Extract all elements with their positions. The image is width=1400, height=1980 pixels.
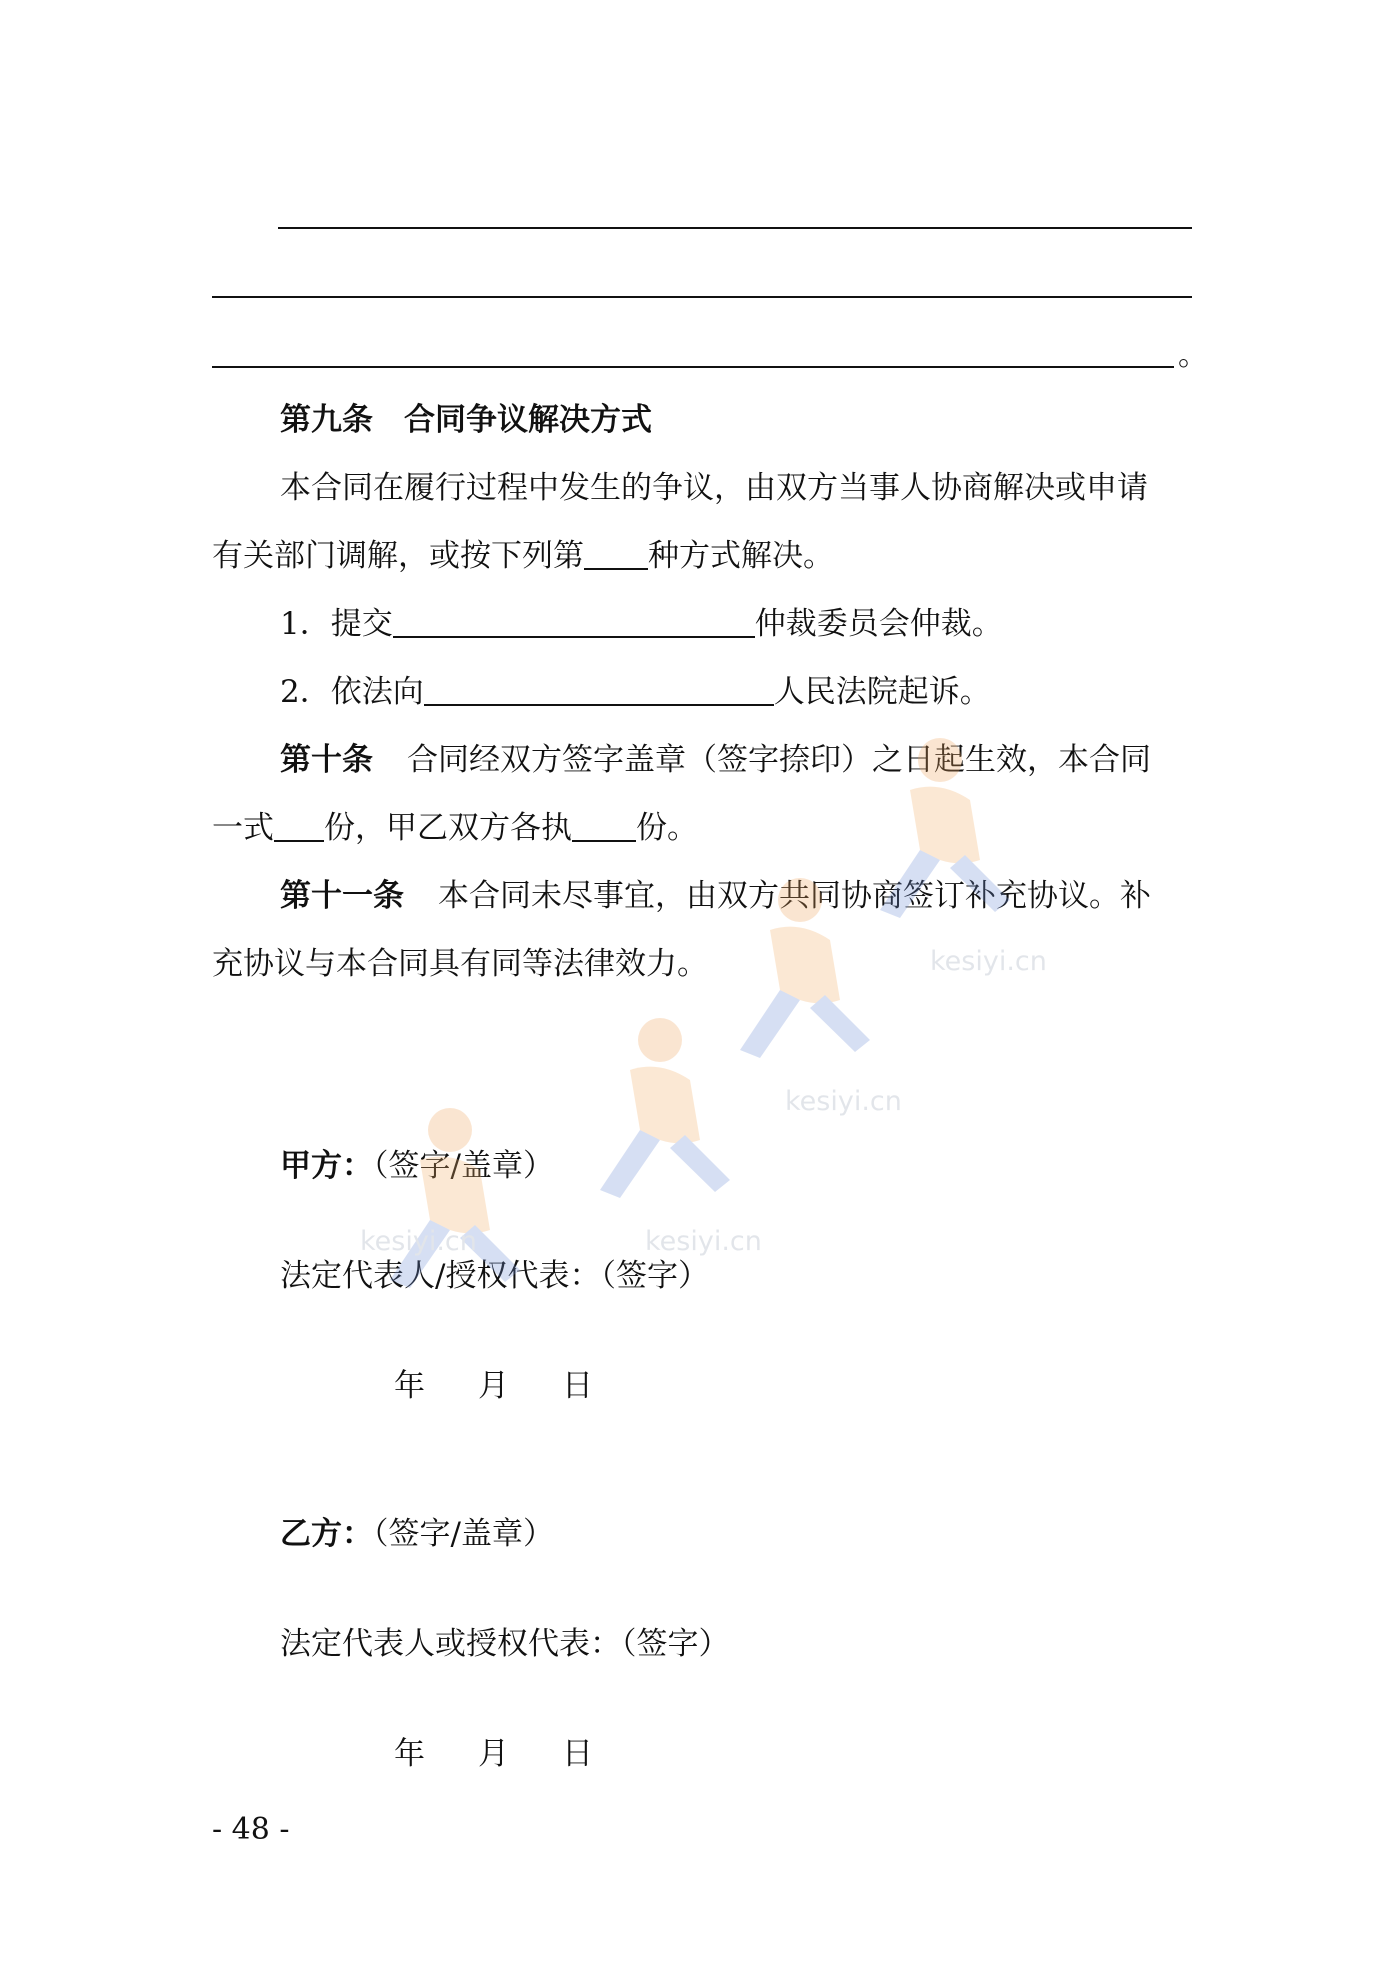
- article-9-text-line2: [212, 536, 834, 576]
- article-9-option-2: [280, 672, 991, 712]
- copies-each-blank: [572, 808, 636, 842]
- method-number-blank: [584, 536, 648, 570]
- copies-total-blank: [274, 808, 324, 842]
- watermark-text-4: kesiyi.cn: [360, 1226, 477, 1257]
- party-b-representative: 法定代表人或授权代表：（签字）: [280, 1626, 730, 1662]
- article-10-line2: [212, 808, 698, 848]
- arbitration-committee-blank: [393, 604, 755, 638]
- party-b-date: [394, 1734, 593, 1774]
- party-a-month: 月: [478, 1368, 509, 1404]
- blank-line-2: [212, 296, 1192, 298]
- article-9-text-line2-post: 种方式解决。: [648, 538, 834, 574]
- party-a-seal: （签字/盖章）: [373, 1148, 554, 1184]
- article-11-label: 第十一条: [280, 878, 404, 914]
- blank-line-1: [278, 227, 1192, 229]
- party-a-label: 甲方：: [280, 1148, 373, 1184]
- option-1-post: 仲裁委员会仲裁。: [754, 606, 1003, 642]
- article-9-text-line1: 本合同在履行过程中发生的争议，由双方当事人协商解决或申请: [280, 470, 1148, 506]
- option-2-post: 人民法院起诉。: [773, 674, 991, 710]
- party-a-line: [280, 1146, 554, 1186]
- article-10-line1: [280, 740, 1151, 780]
- article-11-line1: [280, 876, 1151, 916]
- party-b-day: 日: [562, 1736, 593, 1772]
- party-a-representative: 法定代表人/授权代表：（签字）: [280, 1258, 709, 1294]
- article-10-line2-b: 份，甲乙双方各执: [324, 810, 572, 846]
- article-9-text-line2-pre: 有关部门调解，或按下列第: [212, 538, 584, 574]
- party-a-date: [394, 1366, 593, 1406]
- party-b-line: [280, 1514, 554, 1554]
- article-9-option-1: [280, 604, 1003, 644]
- party-b-seal: （签字/盖章）: [373, 1516, 554, 1552]
- article-10-line2-a: 一式: [212, 810, 274, 846]
- watermark-3: [500, 1000, 800, 1260]
- blank-line-3: [212, 366, 1174, 368]
- article-11-line2: 充协议与本合同具有同等法律效力。: [212, 946, 708, 982]
- watermark-text-3: kesiyi.cn: [645, 1226, 762, 1257]
- watermark-text-2: kesiyi.cn: [785, 1086, 902, 1117]
- top-end-punctuation: 。: [1178, 338, 1208, 373]
- court-name-blank: [424, 672, 774, 706]
- watermark-text-1: kesiyi.cn: [930, 946, 1047, 977]
- article-9-heading: 第九条 合同争议解决方式: [280, 402, 652, 438]
- party-a-day: 日: [562, 1368, 593, 1404]
- watermark-4: [340, 1090, 640, 1350]
- option-1-pre: 1．提交: [280, 606, 393, 642]
- party-b-label: 乙方：: [280, 1516, 373, 1552]
- party-a-year: 年: [394, 1368, 425, 1404]
- party-b-year: 年: [394, 1736, 425, 1772]
- page-number: - 48 -: [212, 1812, 290, 1847]
- article-10-label: 第十条: [280, 742, 373, 778]
- option-2-pre: 2．依法向: [280, 674, 424, 710]
- article-11-text: 本合同未尽事宜，由双方共同协商签订补充协议。补: [438, 878, 1151, 914]
- article-10-text: 合同经双方签字盖章（签字捺印）之日起生效，本合同: [407, 742, 1151, 778]
- article-10-line2-c: 份。: [636, 810, 698, 846]
- party-b-month: 月: [478, 1736, 509, 1772]
